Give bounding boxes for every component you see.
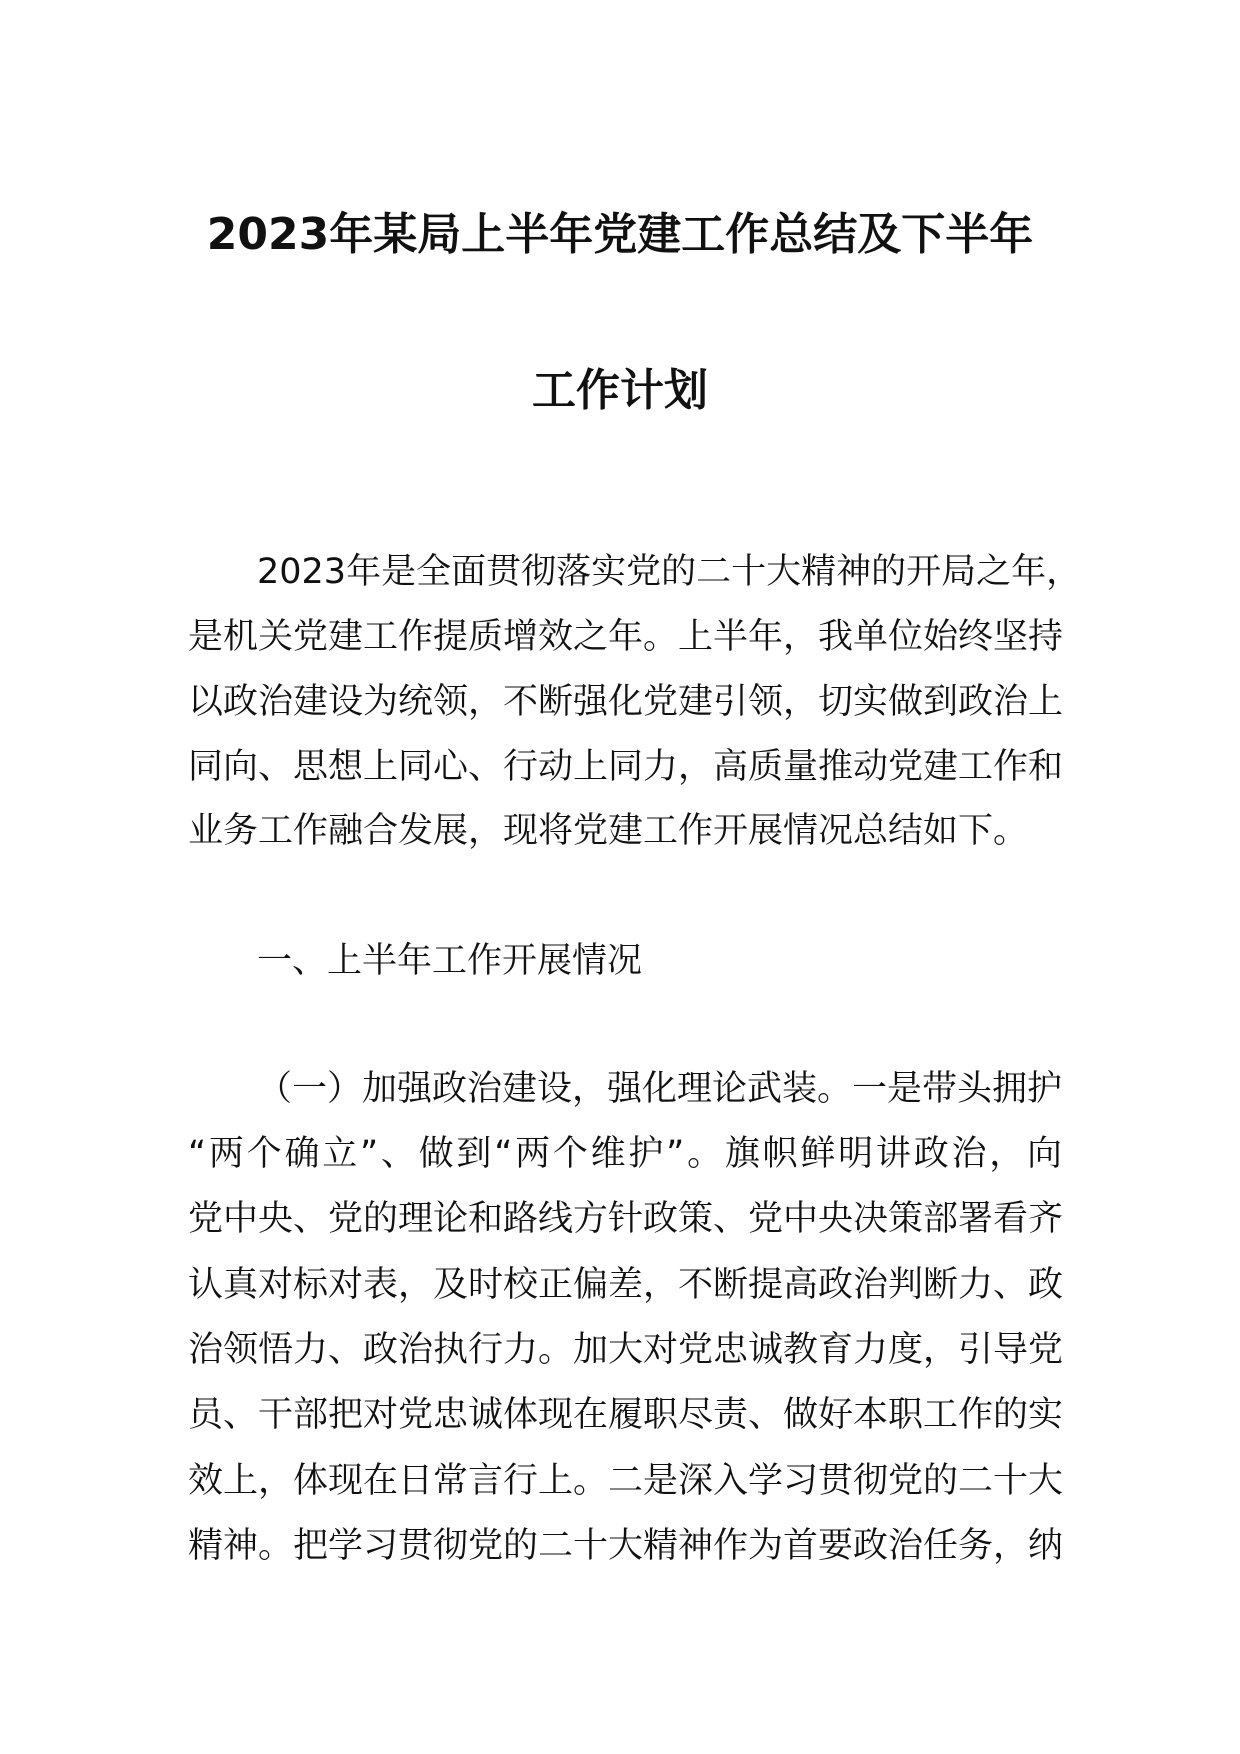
intro-paragraph-line: 2023年是全面贯彻落实党的二十大精神的开局之年， bbox=[257, 552, 1082, 592]
document-title-line-1: 2023年某局上半年党建工作总结及下半年 bbox=[206, 209, 1034, 260]
intro-paragraph-line: 以政治建设为统领，不断强化党建引领，切实做到政治上 bbox=[188, 682, 1064, 722]
intro-paragraph-line: 业务工作融合发展，现将党建工作开展情况总结如下。 bbox=[188, 811, 1029, 851]
section-paragraph-line: （一）加强政治建设，强化理论武装。一是带头拥护 bbox=[257, 1069, 1063, 1109]
section-paragraph-line: 党中央、党的理论和路线方针政策、党中央决策部署看齐 bbox=[188, 1199, 1064, 1239]
section-heading: 一、上半年工作开展情况 bbox=[257, 941, 643, 981]
section-paragraph-line: “两个确立”、做到“两个维护”。旗帜鲜明讲政治，向 bbox=[188, 1134, 1062, 1174]
intro-paragraph-line: 是机关党建工作提质增效之年。上半年，我单位始终坚持 bbox=[188, 617, 1064, 657]
section-paragraph-line: 员、干部把对党忠诚体现在履职尽责、做好本职工作的实 bbox=[188, 1395, 1064, 1435]
intro-paragraph-line: 同向、思想上同心、行动上同力，高质量推动党建工作和 bbox=[188, 747, 1064, 787]
section-paragraph-line: 效上，体现在日常言行上。二是深入学习贯彻党的二十大 bbox=[188, 1461, 1064, 1501]
section-paragraph-line: 认真对标对表，及时校正偏差，不断提高政治判断力、政 bbox=[188, 1265, 1064, 1305]
section-paragraph-line: 治领悟力、政治执行力。加大对党忠诚教育力度，引导党 bbox=[188, 1330, 1064, 1370]
document-title-line-2: 工作计划 bbox=[532, 365, 708, 416]
section-paragraph-line: 精神。把学习贯彻党的二十大精神作为首要政治任务，纳 bbox=[188, 1526, 1064, 1566]
